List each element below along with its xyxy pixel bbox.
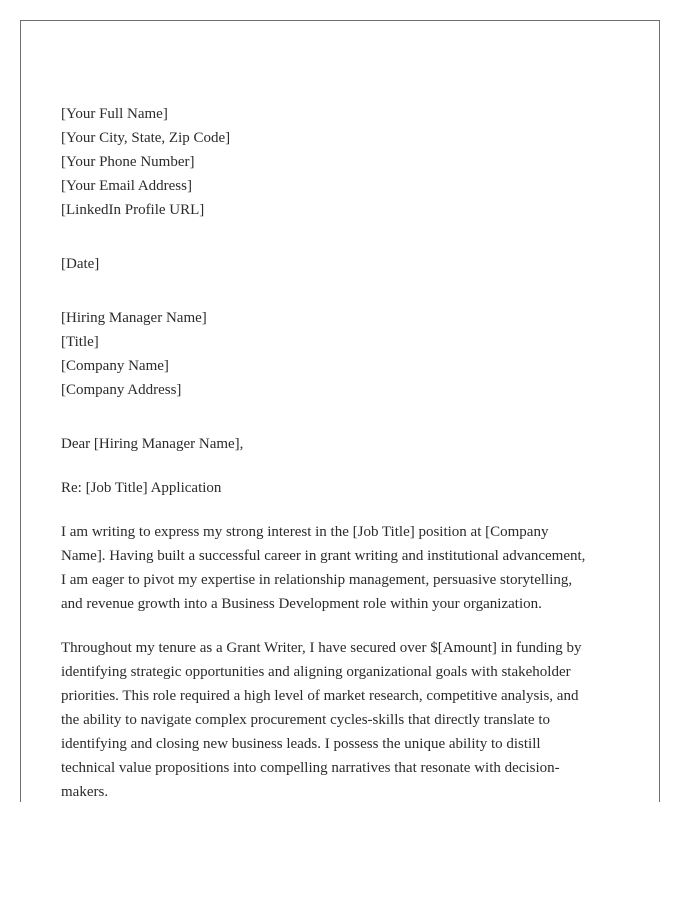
recipient-title: [Title] <box>61 334 99 350</box>
body-paragraph-2 <box>61 636 626 802</box>
paragraph-line: identifying and closing new business leads. I possess the unique ability to distill <box>61 736 541 752</box>
paragraph-line: identifying strategic opportunities and aligning organizational goals with stakeholder <box>61 664 571 680</box>
body-paragraph-1 <box>61 520 626 616</box>
paragraph-line: and revenue growth into a Business Development role within your organization. <box>61 596 542 612</box>
date-block <box>61 252 626 276</box>
recipient-address: [Company Address] <box>61 382 182 398</box>
recipient-company: [Company Name] <box>61 358 169 374</box>
sender-linkedin: [LinkedIn Profile URL] <box>61 202 205 218</box>
sender-city-state-zip: [Your City, State, Zip Code] <box>61 130 231 146</box>
paragraph-line: the ability to navigate complex procurement cycles-skills that directly translate to <box>61 712 551 728</box>
subject-line: Re: [Job Title] Application <box>61 480 222 496</box>
sender-phone: [Your Phone Number] <box>61 154 195 170</box>
paragraph-line: priorities. This role required a high level of market research, competitive analysis, and <box>61 688 579 704</box>
salutation: Dear [Hiring Manager Name], <box>61 436 244 452</box>
sender-email: [Your Email Address] <box>61 178 192 194</box>
sender-block <box>61 102 626 222</box>
recipient-block <box>61 306 626 402</box>
paragraph-line: I am writing to express my strong interest in the [Job Title] position at [Company <box>61 524 549 540</box>
paragraph-line: makers. <box>61 784 109 800</box>
paragraph-line: technical value propositions into compelling narratives that resonate with decision- <box>61 760 560 776</box>
paragraph-line: Name]. Having built a successful career in grant writing and institutional advancement, <box>61 548 586 564</box>
letter-page <box>20 20 660 802</box>
recipient-name: [Hiring Manager Name] <box>61 310 207 326</box>
subject-block <box>61 476 626 500</box>
letter-content <box>61 102 626 802</box>
sender-name: [Your Full Name] <box>61 106 168 122</box>
paragraph-line: Throughout my tenure as a Grant Writer, I have secured over $[Amount] in funding by <box>61 640 582 656</box>
letter-date: [Date] <box>61 256 100 272</box>
salutation-block <box>61 432 626 456</box>
paragraph-line: I am eager to pivot my expertise in relationship management, persuasive storytelling, <box>61 572 573 588</box>
